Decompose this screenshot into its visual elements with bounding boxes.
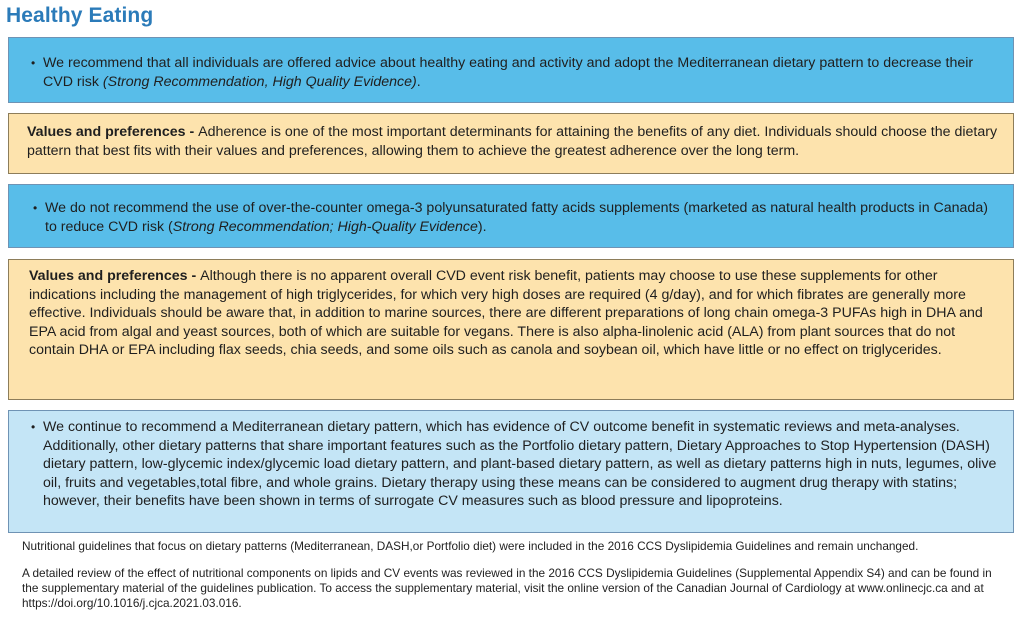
recommendation-text: [45, 199, 1001, 236]
bullet-icon: •: [31, 420, 36, 434]
recommendation-item: [31, 54, 1001, 91]
recommendation-box-omega3: [8, 184, 1014, 248]
recommendation-text: We continue to recommend a Mediterranean dietary pattern, which has evidence of CV outcome benefit in systematic reviews and meta-analyses. Additionally, other dietary patterns that share important features such as the Portfolio dietary pattern, Dietary Approaches to Stop Hypertension (DASH) dietary pattern, low-glycemic index/glycemic load dietary pattern, and plant-based dietary pattern, as well as dietary patterns high in nuts, legumes, olive oil, fruits and vegetables,total fibre, and whole grains. Dietary therapy using these means can be considered to augment drug therapy with statins; however, their benefits have been shown in terms of surrogate CV measures such as blood pressure and lipoproteins.: [43, 419, 997, 509]
recommendation-end: ).: [477, 218, 487, 235]
recommendation-box-mediterranean: [8, 37, 1014, 103]
values-preferences-label: Values and preferences -: [29, 268, 201, 284]
values-preferences-text: Although there is no apparent overall CVD event risk benefit, patients may choose to use these supplements for other indications including the management of high triglycerides, for which very high doses are required (4 g/day), and for which fibrates are generally more effective. Individuals should be aware that, in addition to marine sources, there are different preparations of long chain omega-3 PUFAs high in DHA and EPA acid from algal and yeast sources, both of which are suitable for vegans. There is also alpha-linolenic acid (ALA) from plant sources that do not contain DHA or EPA including flax seeds, chia seeds, and some oils such as canola and soybean oil, which have little or no effect on triglycerides.: [29, 268, 983, 358]
recommendation-end: .: [416, 73, 421, 90]
values-preferences-box-adherence: [8, 113, 1014, 174]
recommendation-item: [33, 199, 1001, 236]
evidence-grade: Strong Recommendation; High-Quality Evidence: [172, 218, 478, 235]
recommendation-body: We recommend that all individuals are offered advice about healthy eating and activity and adopt the Mediterranean dietary pattern to decrease their CVD risk: [43, 55, 974, 90]
bullet-icon: •: [31, 56, 36, 70]
values-preferences-text: Adherence is one of the most important determinants for attaining the benefits of any diet. Individuals should choose the dietary pattern that best fits with their values and preferences, allowing them to achieve the greatest adherence over the long term.: [27, 124, 998, 159]
recommendation-box-dietary-patterns: [8, 410, 1014, 533]
values-preferences-label: Values and preferences -: [27, 124, 199, 140]
footnote-supplementary-material: A detailed review of the effect of nutritional components on lipids and CV events was reviewed in the 2016 CCS Dyslipidemia Guidelines (Supplemental Appendix S4) and can be found in the supplementary material of the guidelines publication. To access the supplementary material, visit the online version of the Canadian Journal of Cardiology at www.onlinecjc.ca and at https://doi.org/10.1016/j.cjca.2021.03.016.: [22, 566, 992, 610]
recommendation-item: [31, 418, 1001, 511]
page-title: Healthy Eating: [6, 4, 154, 27]
values-preferences-box-omega3: [8, 259, 1014, 400]
recommendation-text: [43, 54, 1001, 91]
recommendation-body: We do not recommend the use of over-the-counter omega-3 polyunsaturated fatty acids supplements (marketed as natural health products in Canada) to reduce CVD risk (: [45, 200, 988, 235]
bullet-icon: •: [33, 201, 38, 215]
evidence-grade: (Strong Recommendation, High Quality Evidence): [102, 73, 417, 90]
footnote-dietary-patterns: Nutritional guidelines that focus on dietary patterns (Mediterranean, DASH,or Portfolio diet) were included in the 2016 CCS Dyslipidemia Guidelines and remain unchanged.: [22, 539, 919, 553]
